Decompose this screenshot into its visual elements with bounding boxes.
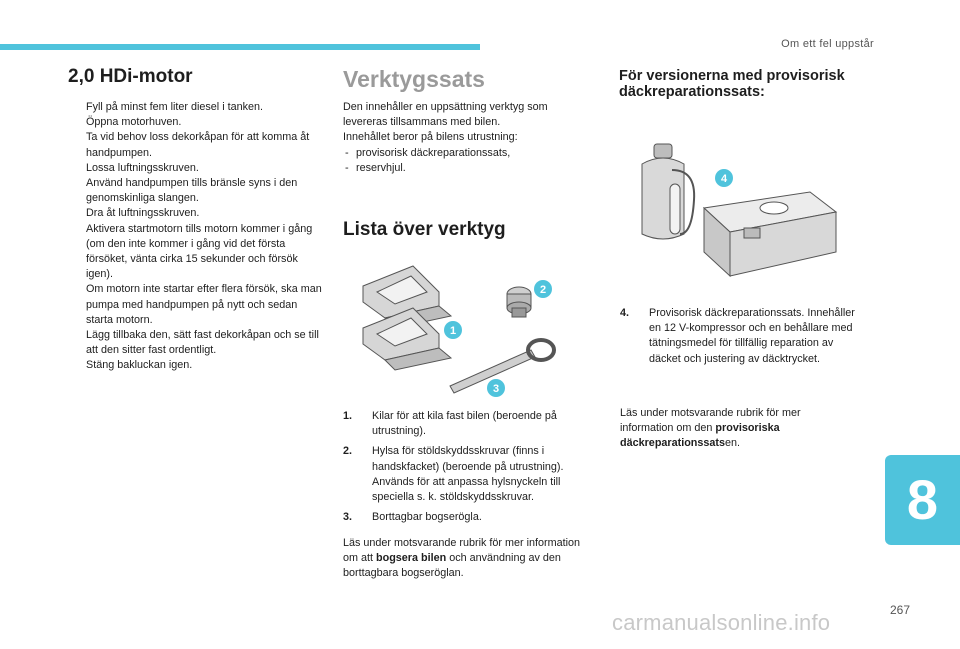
- tool-item: [343, 409, 588, 439]
- section-title-toolkit: Verktygssats: [343, 66, 485, 92]
- kit-item: [343, 161, 593, 176]
- sealant-bottle-icon: [642, 144, 694, 239]
- repair-kit-illustration: [632, 140, 844, 280]
- step-text: Stäng bakluckan igen.: [86, 359, 193, 372]
- tool-item: [343, 510, 588, 525]
- tool-descriptions: [343, 409, 588, 530]
- tool-number: 2.: [343, 445, 353, 458]
- section-title-hdi-engine: 2,0 HDi-motor: [68, 66, 193, 87]
- step-item: [68, 358, 326, 373]
- wheel-chock-icon: [363, 266, 451, 370]
- step-item: [68, 222, 326, 283]
- dash-marker: -: [345, 161, 349, 174]
- running-head: Om ett fel uppstår: [781, 38, 874, 50]
- step-item: [68, 328, 326, 358]
- step-text: Lossa luftningsskruven.: [86, 161, 199, 174]
- step-text: Lägg tillbaka den, sätt fast dekorkåpan och se till att den sitter fast ordentligt.: [86, 329, 319, 357]
- kit-item-text: reservhjul.: [356, 161, 406, 174]
- toolkit-intro-text: Den innehåller en uppsättning verktyg som levereras tillsammans med bilen.: [343, 101, 548, 129]
- step-text: Öppna motorhuven.: [86, 116, 182, 129]
- towing-ref-post: och användning av den borttagbara bogseröglan.: [343, 552, 561, 580]
- step-item: [68, 206, 326, 221]
- towing-ref-pre: Läs under motsvarande rubrik för mer information om att: [343, 537, 581, 565]
- badge-2: 2: [539, 284, 547, 296]
- kit-item: [343, 146, 593, 161]
- step-item: [68, 176, 326, 206]
- towing-ref-link: bogsera bilen: [376, 552, 447, 565]
- badge-1: 1: [449, 325, 457, 337]
- step-item: [68, 161, 326, 176]
- tool-number: 1.: [343, 410, 353, 422]
- step-text: Om motorn inte startar efter flera försök, ska man pumpa med handpumpen på nytt och sedan starta motorn.: [86, 283, 322, 326]
- repair-kit-item-number: 4.: [620, 307, 630, 319]
- tool-number: 3.: [343, 511, 353, 524]
- repair-kit-item-text: Provisorisk däckreparationssats. Innehåller en 12 V-kompressor och en behållare med tätningsmedel för tillfällig reparation av däcket och justering av däcktrycket.: [649, 307, 855, 365]
- badge-3: 3: [492, 383, 500, 395]
- step-text: Använd handpumpen tills bränsle syns i den genomskinliga slangen.: [86, 177, 298, 205]
- step-item: [68, 282, 326, 328]
- kit-item-text: provisorisk däckreparationssats,: [356, 146, 511, 159]
- tool-text: Hylsa för stöldskyddsskruvar (finns i handskfacket) (beroende på utrustning). Används för att anpassa hylsnyckeln till speciella s. k. stöldskyddsskruvar.: [372, 445, 564, 504]
- repair-ref-post: en.: [725, 437, 741, 450]
- tool-text: Kilar för att kila fast bilen (beroende på utrustning).: [372, 410, 557, 438]
- repair-ref-link: provisoriska däckreparationssats: [620, 422, 780, 450]
- tool-item: [343, 444, 588, 505]
- step-item: [68, 130, 326, 160]
- step-text: Aktivera startmotorn tills motorn kommer i gång (om den inte kommer i gång vid det första försöket, vänta cirka 15 sekunder och försök igen).: [86, 222, 313, 281]
- repair-kit-item: [620, 306, 858, 367]
- step-item: [68, 115, 326, 130]
- toolkit-content-note: Innehållet beror på bilens utrustning:: [343, 131, 518, 144]
- step-text: Fyll på minst fem liter diesel i tanken.: [86, 101, 264, 113]
- step-text: Ta vid behov loss dekorkåpan för att komma åt handpumpen.: [86, 131, 310, 159]
- kit-list: [343, 146, 593, 176]
- header-accent-bar: [0, 44, 480, 50]
- toolkit-intro: [343, 100, 593, 176]
- step-item: [68, 100, 326, 115]
- tools-list: [343, 409, 588, 525]
- dash-marker: -: [345, 146, 349, 159]
- chapter-number: 8: [906, 468, 939, 531]
- hdi-steps: [68, 100, 326, 374]
- repair-kit-description: [620, 306, 858, 372]
- steps-list: [68, 100, 326, 374]
- repair-kit-reference: [620, 406, 840, 452]
- tool-text: Borttagbar bogserögla.: [372, 511, 482, 524]
- badge-4: 4: [720, 173, 728, 185]
- section-title-repair-kit: För versionerna med provisorisk däckreparationssats:: [619, 68, 845, 100]
- towing-reference: [343, 536, 593, 582]
- watermark: carmanualsonline.info: [612, 610, 831, 635]
- section-title-tool-list: Lista över verktyg: [343, 219, 506, 240]
- step-text: Dra åt luftningsskruven.: [86, 207, 200, 220]
- anti-theft-socket-icon: [507, 287, 531, 317]
- compressor-icon: [704, 192, 836, 276]
- tools-illustration: [355, 258, 565, 406]
- page-number: 267: [889, 603, 910, 617]
- repair-ref-pre: Läs under motsvarande rubrik för mer information om den: [620, 407, 801, 435]
